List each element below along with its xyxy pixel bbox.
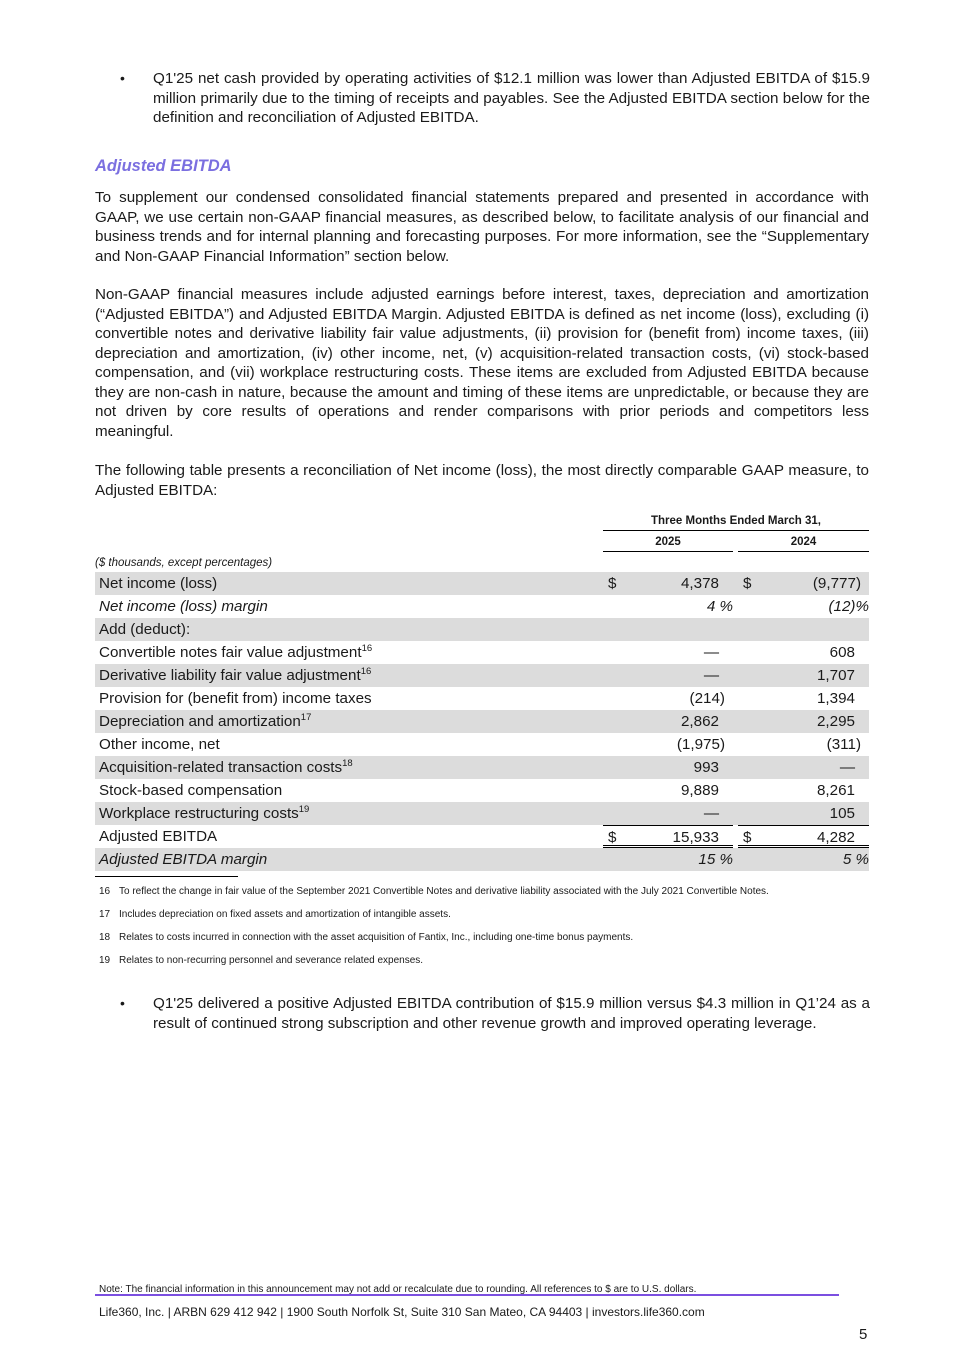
- value-2024: 1,394: [816, 690, 855, 707]
- period-header: Three Months Ended March 31,: [603, 513, 869, 531]
- value-2025: 9,889: [680, 782, 719, 799]
- rounding-note: Note: The financial information in this announcement may not add or recalculate due to rounding. All references to $ are to U.S. dollars.: [99, 1284, 697, 1295]
- bullet-ebitda-contribution: [120, 994, 870, 1033]
- row-label: Other income, net: [99, 736, 220, 753]
- currency-symbol: $: [743, 575, 752, 592]
- page-number: 5: [859, 1326, 868, 1343]
- currency-symbol: $: [608, 829, 617, 846]
- unit-label: ($ thousands, except percentages): [95, 557, 273, 569]
- footnote-ref: 19: [298, 804, 310, 815]
- year-header-2025: 2025: [603, 534, 733, 552]
- footnote-ref: 18: [342, 758, 353, 769]
- value-2025: (1,975): [676, 736, 725, 753]
- table-row: [95, 802, 869, 825]
- row-label: Stock-based compensation: [99, 782, 283, 799]
- value-2024: 5 %: [842, 851, 869, 868]
- value-2025: 15 %: [698, 851, 733, 868]
- footnote-divider: [95, 876, 238, 877]
- row-label: Acquisition-related transaction costs$^{18}$: [99, 758, 353, 776]
- bullet-operating-cash: [120, 69, 870, 128]
- section-heading: Adjusted EBITDA: [95, 157, 232, 175]
- value-2024: 1,707: [816, 667, 855, 684]
- value-2025: 2,862: [680, 713, 719, 730]
- row-label: Workplace restructuring costs$^{19}$: [99, 804, 310, 822]
- table-row: [95, 641, 869, 664]
- value-2025: —: [703, 667, 719, 684]
- value-2024: 608: [829, 644, 855, 661]
- table-body: [95, 572, 869, 871]
- footnote-18: 18 Relates to costs incurred in connection with the asset acquisition of Fantix, Inc., including one-time bonus payments.: [99, 932, 634, 943]
- footnote-ref: 16: [360, 666, 372, 677]
- paragraph-intro: To supplement our condensed consolidated financial statements prepared and presented in accordance with GAAP, we use certain non-GAAP financial measures, as described below, to facilitate analysis of our financial and business trends and for internal planning and forecasting purposes. For more information, see the “Supplementary and Non-GAAP Financial Information” section below.: [95, 189, 869, 265]
- row-label: Adjusted EBITDA margin: [99, 851, 268, 868]
- table-row: [95, 756, 869, 779]
- table-row: [95, 710, 869, 733]
- value-2024: 8,261: [816, 782, 855, 799]
- row-label: Net income (loss) margin: [99, 598, 268, 615]
- value-2024: —: [839, 759, 855, 776]
- value-2025: 4,378: [680, 575, 719, 592]
- footnote-19: 19 Relates to non-recurring personnel and severance related expenses.: [99, 955, 424, 966]
- value-2024: (9,777): [812, 575, 861, 592]
- value-2025: —: [703, 644, 719, 661]
- currency-symbol: $: [608, 575, 617, 592]
- table-row: [95, 572, 869, 595]
- footer-divider: [95, 1294, 839, 1296]
- paragraph-table-intro: The following table presents a reconciliation of Net income (loss), the most directly comparable GAAP measure, to Adjusted EBITDA:: [95, 462, 869, 499]
- value-2024: 105: [829, 805, 855, 822]
- table-row-total: [95, 825, 869, 848]
- footnote-17: 17 Includes depreciation on fixed assets and amortization of intangible assets.: [99, 909, 451, 920]
- row-label: Derivative liability fair value adjustment$^{16}$: [99, 666, 372, 684]
- bullet-text: Q1'25 net cash provided by operating activities of $12.1 million was lower than Adjusted EBITDA of $15.9 million primarily due to the timing of receipts and payables. See the Adjusted EBITDA section below for the definition and reconciliation of Adjusted EBITDA.: [153, 70, 870, 126]
- row-label: Depreciation and amortization$^{17}$: [99, 712, 312, 730]
- value-2024: 2,295: [816, 713, 855, 730]
- value-2024: (12)%: [828, 598, 869, 615]
- table-row: [95, 618, 869, 641]
- bullet-marker: •: [120, 995, 125, 1011]
- value-2024: (311): [826, 736, 861, 753]
- table-row: [95, 664, 869, 687]
- table-row: [95, 595, 869, 618]
- bullet-marker: •: [120, 70, 125, 86]
- bullet-text: Q1'25 delivered a positive Adjusted EBITDA contribution of $15.9 million versus $4.3 million in Q1’24 as a result of continued strong subscription and other revenue growth and improved operating leverage.: [153, 995, 870, 1032]
- row-label: Convertible notes fair value adjustment$^{16}$: [99, 643, 373, 661]
- value-2025: —: [703, 805, 719, 822]
- table-row: [95, 733, 869, 756]
- year-header-2024: 2024: [738, 534, 869, 552]
- value-2024: 4,282: [816, 829, 855, 846]
- value-2025: 15,933: [672, 829, 719, 846]
- row-label: Net income (loss): [99, 575, 218, 592]
- footnote-16: 16 To reflect the change in fair value of the September 2021 Convertible Notes and derivative liability associated with the July 2021 Convertible Notes.: [99, 886, 769, 897]
- table-row: [95, 687, 869, 710]
- table-row: [95, 779, 869, 802]
- footnote-ref: 16: [361, 643, 373, 654]
- row-label: Provision for (benefit from) income taxes: [99, 690, 372, 707]
- footnote-ref: 17: [300, 712, 312, 723]
- table-row: [95, 848, 869, 871]
- row-label: Add (deduct):: [99, 621, 191, 638]
- row-label: Adjusted EBITDA: [99, 828, 218, 845]
- value-2025: 4 %: [706, 598, 733, 615]
- company-footer: Life360, Inc. | ARBN 629 412 942 | 1900 South Norfolk St, Suite 310 San Mateo, CA 94403 | investors.life360.com: [99, 1305, 705, 1319]
- currency-symbol: $: [743, 829, 752, 846]
- paragraph-definition: Non-GAAP financial measures include adjusted earnings before interest, taxes, depreciation and amortization (“Adjusted EBITDA”) and Adjusted EBITDA Margin. Adjusted EBITDA is defined as net income (loss), excluding (i) convertible notes and derivative liability fair value adjustments, (ii) provision for (benefit from) income taxes, (iii) depreciation and amortization, (iv) other income, net, (v) acquisition-related transaction costs, (vi) stock-based compensation, and (vii) workplace restructuring costs. These items are excluded from Adjusted EBITDA because they are non-cash in nature, because the amount and timing of these items are unpredictable, or because they are not driven by core results of operations and render comparisons with prior periods and competitors less meaningful.: [95, 286, 869, 440]
- value-2025: (214): [689, 690, 725, 707]
- value-2025: 993: [693, 759, 719, 776]
